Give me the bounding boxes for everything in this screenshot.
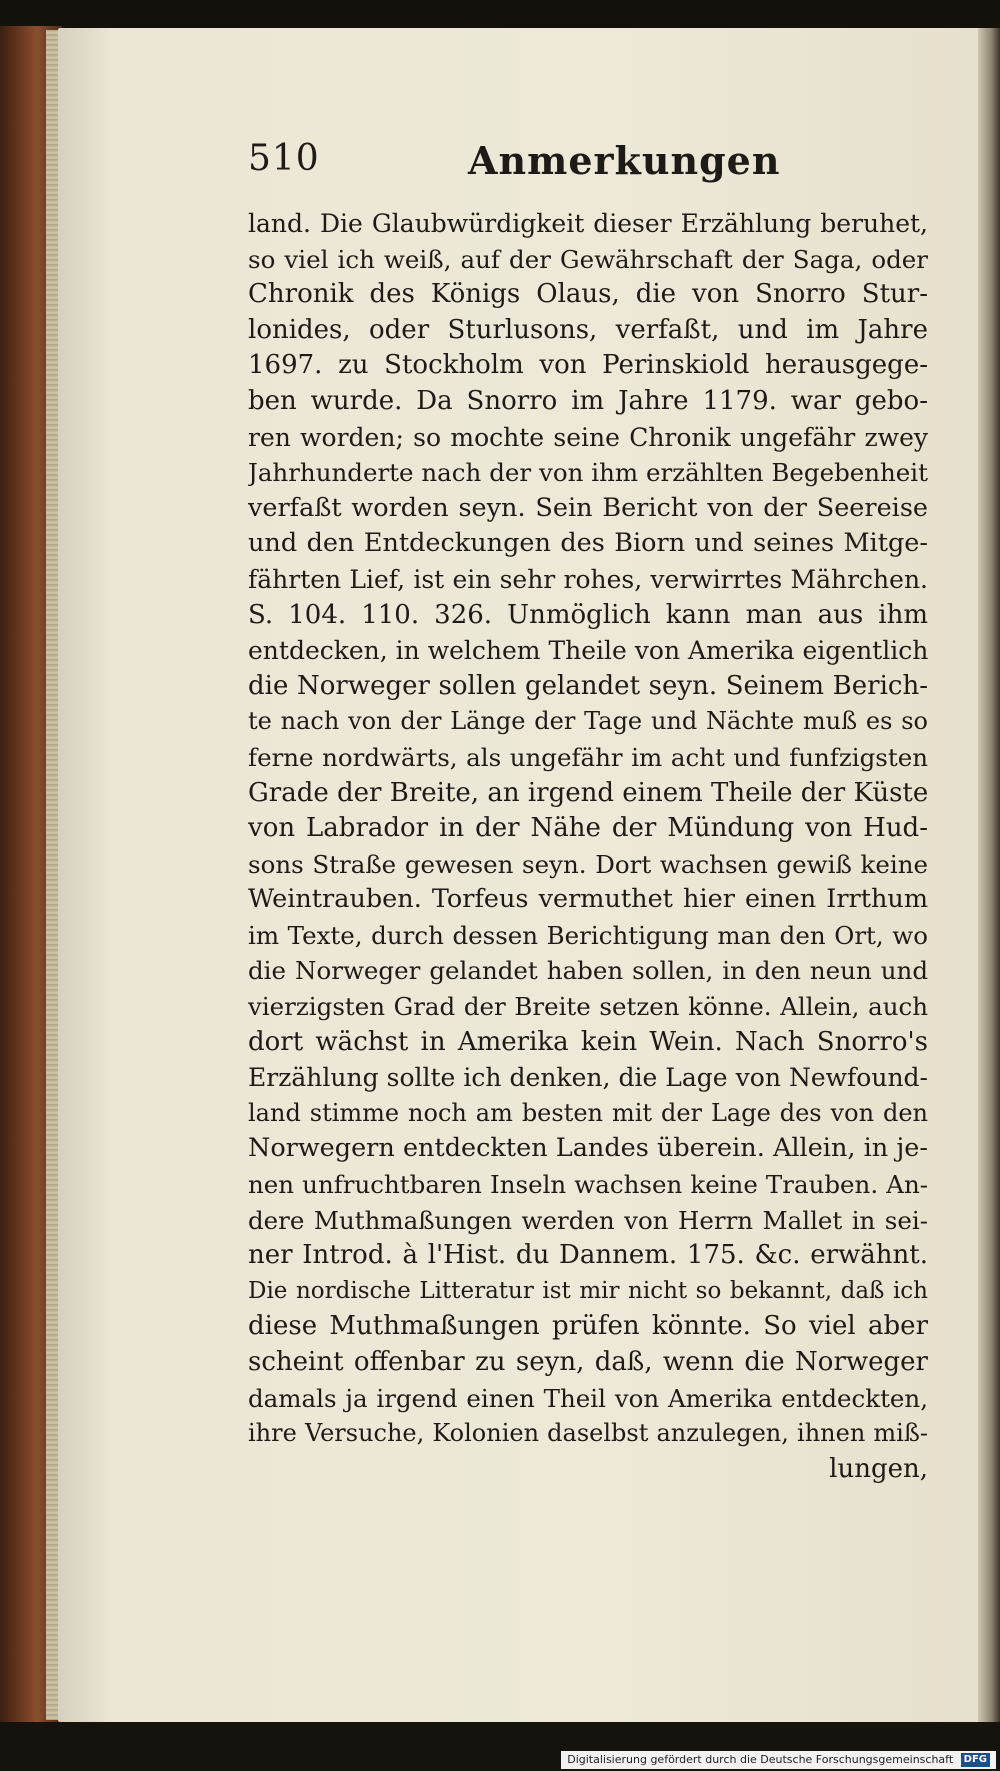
text-line: Chronik des Königs Olaus, die von Snorro Stur-	[248, 279, 928, 310]
text-line: damals ja irgend einen Theil von Amerika entdeckten,	[248, 1383, 928, 1413]
body-text	[248, 206, 928, 1487]
text-line: verfaßt worden seyn. Sein Bericht von der Seereise	[248, 492, 928, 523]
text-line: Weintrauben. Torfeus vermuthet hier einen Irrthum	[248, 884, 928, 915]
text-line: diese Muthmaßungen prüfen könnte. So viel aber	[248, 1311, 928, 1342]
text-line: Die nordische Litteratur ist mir nicht so bekannt, daß ich	[248, 1277, 928, 1304]
text-line: vierzigsten Grad der Breite setzen könne. Allein, auch	[248, 992, 928, 1022]
text-line: im Texte, durch dessen Berichtigung man den Ort, wo	[248, 920, 928, 950]
text-line: ren worden; so mochte seine Chronik ungefähr zwey	[248, 422, 928, 452]
running-head	[248, 138, 938, 188]
text-line: und den Entdeckungen des Biorn und seines Mitge-	[248, 528, 928, 559]
text-line: Jahrhunderte nach der von ihm erzählten Begebenheit	[248, 458, 928, 488]
text-line: entdecken, in welchem Theile von Amerika eigentlich	[248, 636, 928, 666]
text-line: von Labrador in der Nähe der Mündung von Hud-	[248, 813, 928, 844]
scan-top-border	[0, 0, 1000, 30]
text-line: dort wächst in Amerika kein Wein. Nach Snorro's	[248, 1026, 928, 1057]
text-line: fährten Lief, ist ein sehr rohes, verwirrtes Mährchen.	[248, 564, 928, 594]
running-head-title: Anmerkungen	[468, 138, 781, 183]
text-line: ben wurde. Da Snorro im Jahre 1179. war gebo-	[248, 385, 928, 416]
text-line: Norwegern entdeckten Landes überein. Allein, in je-	[248, 1133, 928, 1164]
text-line: ferne nordwärts, als ungefähr im acht und funfzigsten	[248, 742, 928, 772]
text-line: dere Muthmaßungen werden von Herrn Mallet in sei-	[248, 1205, 928, 1235]
text-line: die Norweger sollen gelandet seyn. Seinem Berich-	[248, 670, 928, 701]
text-line: nen unfruchtbaren Inseln wachsen keine Trauben. An-	[248, 1170, 928, 1200]
page-number: 510	[248, 138, 320, 179]
text-line: S. 104. 110. 326. Unmöglich kann man aus ihm	[248, 599, 928, 630]
text-line: te nach von der Länge der Tage und Nächte muß es so	[248, 707, 928, 736]
text-line: lonides, oder Sturlusons, verfaßt, und im Jahre	[248, 314, 928, 345]
text-line: 1697. zu Stockholm von Perinskiold herausgege-	[248, 350, 928, 381]
text-line: so viel ich weiß, auf der Gewährschaft der Saga, oder	[248, 244, 928, 274]
text-line: sons Straße gewesen seyn. Dort wachsen gewiß keine	[248, 849, 928, 879]
text-line: Grade der Breite, an irgend einem Theile der Küste	[248, 777, 928, 808]
text-line: ner Introd. à l'Hist. du Dannem. 175. &c. erwähnt.	[248, 1240, 928, 1271]
credit-text: Digitalisierung gefördert durch die Deutsche Forschungsgemeinschaft	[567, 1753, 954, 1766]
text-line: land. Die Glaubwürdigkeit dieser Erzählung beruhet,	[248, 209, 928, 238]
text-line: land stimme noch am besten mit der Lage des von den	[248, 1098, 928, 1127]
text-line: Erzählung sollte ich denken, die Lage von Newfound-	[248, 1063, 928, 1093]
text-line: scheint offenbar zu seyn, daß, wenn die Norweger	[248, 1347, 928, 1377]
catchword-line: lungen,	[829, 1453, 928, 1484]
page-right-edge	[978, 28, 1000, 1722]
digitization-credit	[561, 1751, 996, 1769]
text-line: die Norweger gelandet haben sollen, in den neun und	[248, 956, 928, 986]
dfg-logo: DFG	[961, 1753, 990, 1767]
text-line: ihre Versuche, Kolonien daselbst anzulegen, ihnen miß-	[248, 1419, 928, 1448]
